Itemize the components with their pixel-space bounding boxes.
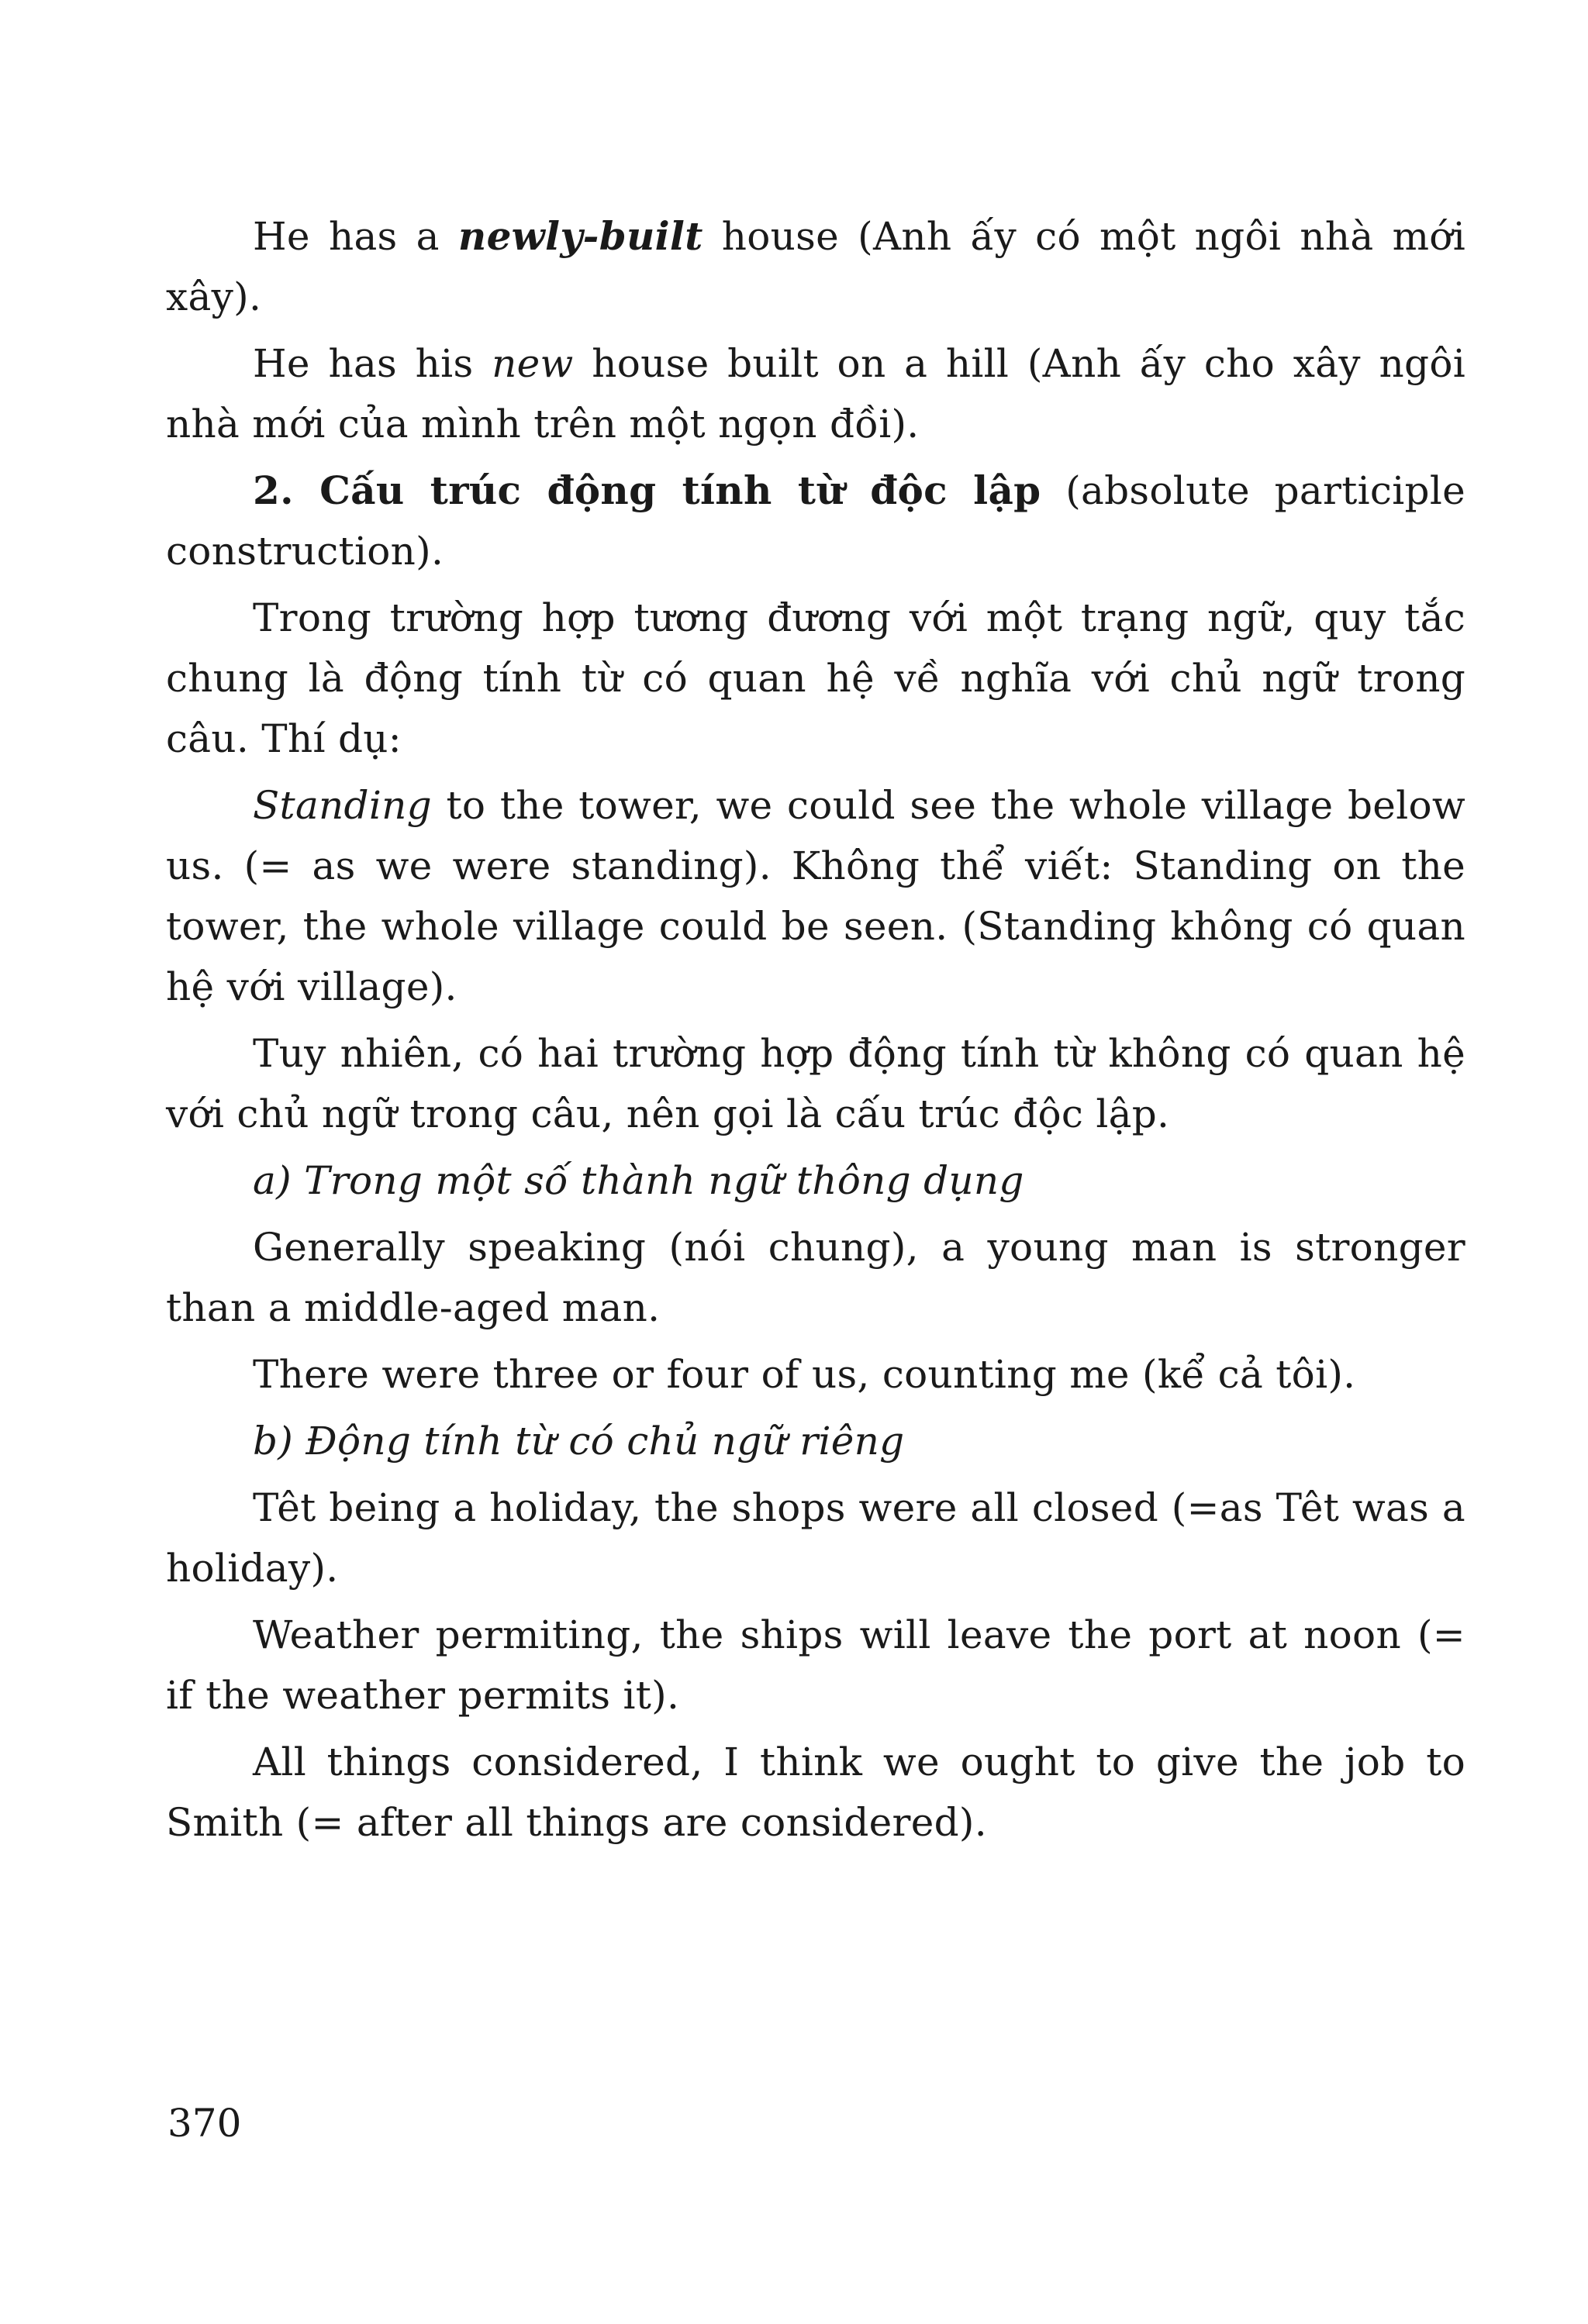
subheading-b xyxy=(166,1411,1465,1471)
paragraph-all-things-considered xyxy=(166,1732,1465,1853)
text-span: He has a xyxy=(253,214,458,259)
paragraph-new-house xyxy=(166,333,1465,454)
text-span: (absolute participle construction). xyxy=(166,468,1465,574)
text-span: Trong trường hợp tương đương với một trạng ngữ, quy tắc chung là động tính từ có quan hệ về nghĩa với chủ ngữ trong câu. Thí dụ: xyxy=(166,595,1465,761)
page-body xyxy=(166,206,1465,1859)
text-span: There were three or four of us, counting me (kể cả tôi). xyxy=(253,1352,1356,1397)
subheading-title: a) Trong một số thành ngữ thông dụng xyxy=(253,1158,1024,1203)
text-span: He has his xyxy=(253,341,492,386)
paragraph-generally-speaking xyxy=(166,1217,1465,1338)
italic-term: newly-built xyxy=(457,213,703,259)
text-span: Têt being a holiday, the shops were all closed (=as Têt was a holiday). xyxy=(166,1485,1465,1591)
paragraph-weather-permiting xyxy=(166,1605,1465,1726)
text-span: Weather permiting, the ships will leave the port at noon (= if the weather permits it). xyxy=(166,1612,1465,1718)
section-title: 2. Cấu trúc động tính từ độc lập xyxy=(253,467,1041,513)
paragraph-however xyxy=(166,1023,1465,1144)
italic-term: Standing xyxy=(253,783,432,828)
text-span: Tuy nhiên, có hai trường hợp động tính từ không có quan hệ với chủ ngữ trong câu, nên gọi là cấu trúc độc lập. xyxy=(166,1031,1465,1136)
section-heading-2 xyxy=(166,460,1465,581)
subheading-title: b) Động tính từ có chủ ngữ riêng xyxy=(253,1419,905,1464)
paragraph-newly-built xyxy=(166,206,1465,327)
paragraph-tet-holiday xyxy=(166,1477,1465,1598)
text-span: Generally speaking (nói chung), a young man is stronger than a middle-aged man. xyxy=(166,1225,1465,1330)
paragraph-counting-me xyxy=(166,1344,1465,1405)
italic-term: new xyxy=(492,341,574,386)
text-span: All things considered, I think we ought to give the job to Smith (= after all things are considered). xyxy=(166,1740,1465,1845)
page-number: 370 xyxy=(167,2101,242,2146)
text-span: house built on a hill (Anh ấy cho xây ngôi nhà mới của mình trên một ngọn đồi). xyxy=(166,341,1466,447)
paragraph-rule xyxy=(166,588,1465,769)
subheading-a xyxy=(166,1150,1465,1211)
text-span: house (Anh ấy có một ngôi nhà mới xây). xyxy=(166,214,1465,319)
text-span: to the tower, we could see the whole village below us. (= as we were standing). Không thể viết: Standing on the tower, the whole village could be seen. (Standing không có quan hệ với village). xyxy=(166,783,1465,1009)
paragraph-standing xyxy=(166,775,1465,1017)
